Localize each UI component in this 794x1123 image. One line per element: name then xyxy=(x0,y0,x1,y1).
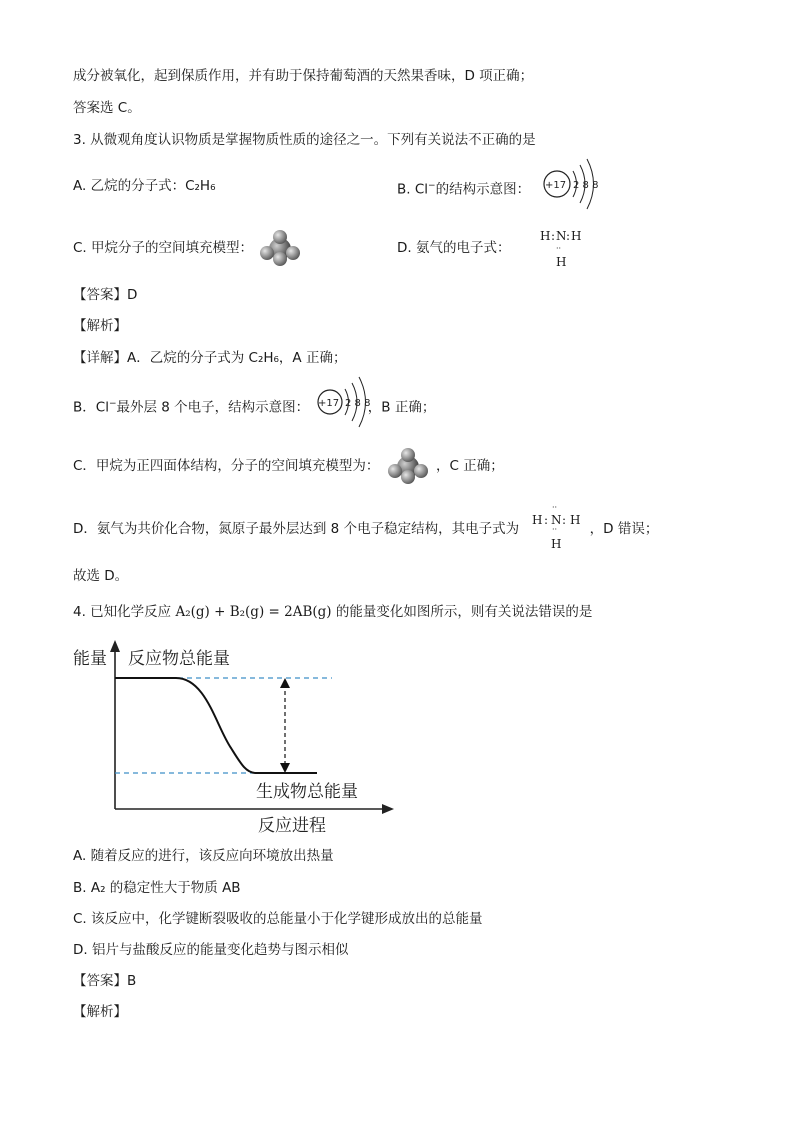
answer-value: B xyxy=(127,973,137,989)
methane-space-filling-model-2 xyxy=(386,447,430,485)
ethane-formula: C₂H₆ xyxy=(185,178,216,194)
hydrogen-bottom: H xyxy=(556,255,567,269)
arrow-head-up xyxy=(280,678,290,688)
detail-b-suffix: ，B 正确； xyxy=(367,399,436,416)
x-axis-arrow xyxy=(382,804,394,814)
product-energy-label: 生成物总能量 xyxy=(256,782,358,802)
chloride-charge: − xyxy=(428,181,436,191)
q3-option-b xyxy=(397,176,530,200)
analysis-tag-4: 【解析】 xyxy=(73,1004,127,1020)
energy-curve xyxy=(115,678,317,773)
q4-option-a: A. 随着反应的进行，该反应向环境放出热量 xyxy=(73,848,334,864)
nucleus-charge: +17 xyxy=(545,180,567,191)
electron-shells: 2 8 8 xyxy=(573,180,599,191)
answer-line: 答案选 C。 xyxy=(73,100,141,116)
question-4-suffix: 的能量变化如图所示，则有关说法错误的是 xyxy=(331,604,593,620)
lone-pair: ·· xyxy=(552,503,558,512)
choose-line: 故选 D。 xyxy=(73,568,129,584)
nitrogen: N xyxy=(551,513,562,527)
q3-option-a-text: A. 乙烷的分子式： xyxy=(73,178,186,194)
q4-option-d: D. 铝片与盐酸反应的能量变化趋势与图示相似 xyxy=(73,942,349,958)
q3-option-d: D. 氨气的电子式： xyxy=(397,240,511,256)
hydrogen-right: H xyxy=(571,229,582,243)
detail-d-suffix: ，D 错误； xyxy=(589,521,659,537)
detail-b-mid: 最外层 8 个电子，结构示意图： xyxy=(116,399,310,416)
y-axis-arrow xyxy=(110,640,120,652)
ammonia-electron-formula xyxy=(540,229,580,277)
detail-c xyxy=(73,456,504,476)
answer-3 xyxy=(73,285,137,305)
q4-option-b: B. A₂ 的稳定性大于物质 AB xyxy=(73,880,241,896)
detail-b-text: B．Cl xyxy=(73,399,109,416)
chloride-charge: − xyxy=(108,399,117,409)
q3-option-b-text: B. Cl xyxy=(397,181,429,198)
hydrogen-left: H xyxy=(540,229,551,243)
ammonia-electron-formula-correct xyxy=(532,503,588,557)
detail-a: 【详解】A．乙烷的分子式为 C₂H₆，A 正确； xyxy=(73,350,347,366)
electron-shells: 2 8 8 xyxy=(345,398,371,409)
detail-c-text: C．甲烷为正四面体结构，分子的空间填充模型为： xyxy=(73,458,380,474)
detail-b xyxy=(73,394,435,418)
bond-pair: : xyxy=(562,513,567,527)
hydrogen-bottom: H xyxy=(551,537,562,551)
nucleus-charge: +17 xyxy=(318,398,340,409)
q3-option-a xyxy=(73,176,216,196)
q3-option-c: C. 甲烷分子的空间填充模型： xyxy=(73,240,254,256)
detail-d-text: D．氨气为共价化合物，氮原子最外层达到 8 个电子稳定结构，其电子式为 xyxy=(73,521,520,537)
answer-value: D xyxy=(127,287,138,303)
answer-tag: 【答案】 xyxy=(73,287,127,303)
chloride-structure-diagram xyxy=(540,153,610,211)
answer-4 xyxy=(73,971,136,991)
nitrogen: N xyxy=(556,229,567,243)
question-3: 3. 从微观角度认识物质是掌握物质性质的途径之一。下列有关说法不正确的是 xyxy=(73,132,536,148)
bond-pair: : xyxy=(566,229,571,243)
bond-pair: : xyxy=(551,229,556,243)
q3-option-b-suffix: 的结构示意图： xyxy=(435,181,531,198)
q4-option-c: C. 该反应中，化学键断裂吸收的总能量小于化学键形成放出的总能量 xyxy=(73,911,483,927)
arrow-head-down xyxy=(280,763,290,773)
chloride-structure-diagram-2 xyxy=(316,373,376,431)
bond-pair-bottom: ·· xyxy=(556,244,562,253)
hydrogen-right: H xyxy=(570,513,581,527)
detail-c-suffix: ，C 正确； xyxy=(436,458,504,474)
methane-space-filling-model xyxy=(258,229,302,267)
y-axis-label: 能量 xyxy=(73,649,107,669)
analysis-tag: 【解析】 xyxy=(73,318,127,334)
question-4-prefix: 4. 已知化学反应 xyxy=(73,604,176,620)
bond-pair: : xyxy=(544,513,549,527)
bond-pair-bottom: ·· xyxy=(552,525,558,534)
reaction-equation: A₂(g) + B₂(g) = 2AB(g) xyxy=(175,604,332,620)
hydrogen-left: H xyxy=(532,513,543,527)
x-axis-label: 反应进程 xyxy=(258,816,326,836)
energy-diagram xyxy=(66,636,406,836)
text-line: 成分被氧化，起到保质作用，并有助于保持葡萄酒的天然果香味，D 项正确； xyxy=(73,68,534,84)
question-4 xyxy=(73,602,592,622)
reactant-energy-label: 反应物总能量 xyxy=(128,649,230,669)
answer-tag: 【答案】 xyxy=(73,973,127,989)
